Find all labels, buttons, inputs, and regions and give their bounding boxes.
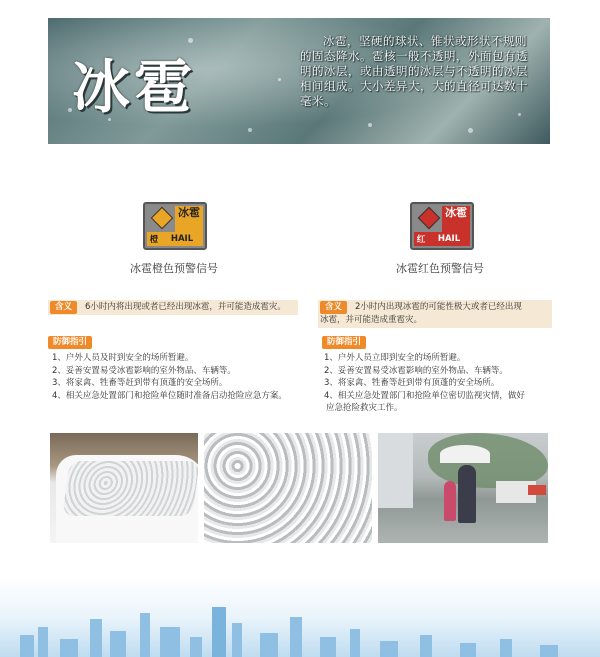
hail-on-ground-photo: [204, 433, 372, 543]
red-meaning: [318, 300, 552, 328]
orange-defense-steps: [52, 352, 312, 402]
list-item: 1、户外人员及时到安全的场所暂避。: [52, 353, 194, 363]
list-item: 4、相关应急处置部门和抢险单位随时准备启动抢险应急方案。: [52, 390, 287, 401]
list-item: 4、相关应急处置部门和抢险单位密切监视灾情，做好: [324, 390, 525, 401]
list-item: 1、户外人员立即到安全的场所暂避。: [324, 353, 466, 363]
red-defense-steps: [324, 352, 556, 415]
meaning-tag: 含义: [50, 301, 77, 314]
banner-description: 冰雹，坚硬的球状、锥状或形状不规则的固态降水。雹核一般不透明，外面包有透明的冰层，或由透明的冰层与不透明的冰层相间组成。大小差异大，大的直径可达数十毫米。: [300, 34, 528, 108]
meaning-text: 6小时内将出现或者已经出现冰雹，并可能造成雹灾。: [85, 302, 286, 312]
list-item: 2、妥善安置易受冰雹影响的室外物品、车辆等。: [324, 365, 508, 376]
street-hail-photo: [378, 433, 548, 543]
signal-cn-text: 冰雹: [442, 206, 470, 232]
orange-signal-label: 冰雹橙色预警信号: [130, 262, 218, 275]
list-item: 3、将家禽、牲畜等赶到带有顶蓬的安全场所。: [324, 378, 500, 388]
red-signal-label: 冰雹红色预警信号: [396, 262, 484, 275]
meaning-text-line1: 2小时内出现冰雹的可能性极大或者已经出现: [355, 302, 522, 312]
red-hail-signal-icon: [410, 202, 474, 250]
orange-defense-tag: 防御指引: [48, 336, 92, 349]
banner: [48, 18, 550, 144]
signal-color-word: 橙: [149, 235, 159, 245]
signal-en-text: HAIL: [437, 234, 461, 244]
list-item: 应急抢险救灾工作。: [326, 403, 403, 413]
hail-on-car-photo: [50, 433, 198, 543]
signal-cn-text: 冰雹: [175, 206, 203, 232]
banner-title: 冰雹: [72, 53, 197, 121]
orange-hail-signal-icon: [143, 202, 207, 250]
meaning-text-line2: 冰雹，并可能造成重雹灾。: [320, 315, 423, 325]
signal-color-word: 红: [416, 235, 426, 245]
meaning-tag: 含义: [320, 301, 347, 314]
city-skyline-decoration: [0, 577, 600, 657]
list-item: 2、妥善安置易受冰雹影响的室外物品、车辆等。: [52, 365, 236, 376]
orange-meaning: [48, 300, 298, 315]
list-item: 3、将家禽、牲畜等赶到带有顶蓬的安全场所。: [52, 378, 228, 388]
red-defense-tag: 防御指引: [322, 336, 366, 349]
signal-en-text: HAIL: [170, 234, 194, 244]
